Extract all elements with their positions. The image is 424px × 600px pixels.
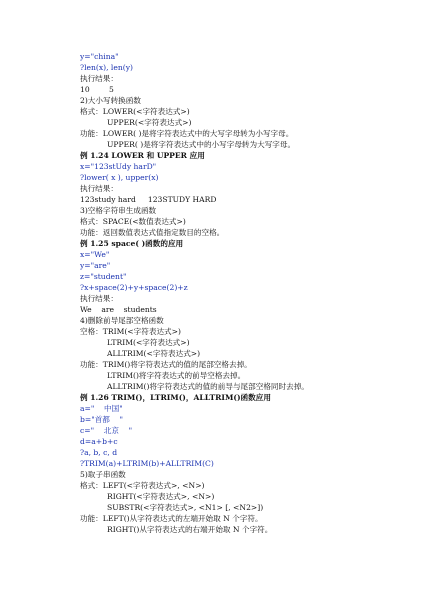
code-line: ?lower( x ), upper(x) [80,173,159,182]
result-value: 10 5 [80,85,114,94]
section-heading: 5)取子串函数 [80,470,126,479]
code-line: ?a, b, c, d [80,448,118,457]
code-line: x="We" [80,250,110,259]
description-line: LTRIM()将字符表达式的前导空格去掉。 [107,371,246,380]
example-heading: 例 1.24 LOWER 和 UPPER 应用 [80,151,205,160]
result-value: We are students [80,305,157,314]
description-line: 功能：LEFT()从字符表达式的左端开始取 N 个字符。 [80,514,263,523]
result-label: 执行结果： [80,294,118,303]
syntax-line: 格式：LOWER(<字符表达式>) [80,107,190,116]
description-line: 功能：TRIM()将字符表达式的值的尾部空格去掉。 [80,360,252,369]
syntax-line: SUBSTR(<字符表达式>, <N1> [, <N2>]) [107,503,264,512]
section-heading: 4)删除前导尾部空格函数 [80,316,164,325]
syntax-line: 格式：LEFT(<字符表达式>, <N>) [80,481,205,490]
code-line: ?TRIM(a)+LTRIM(b)+ALLTRIM(C) [80,459,214,468]
code-line: z="student" [80,272,127,281]
code-line: c=" 北京 " [80,426,133,435]
section-heading: 2)大小写转换函数 [80,96,141,105]
result-label: 执行结果： [80,184,118,193]
code-line: b="首都 " [80,415,124,424]
description-line: UPPER( )是将字符表达式中的小写字母转为大写字母。 [107,140,296,149]
syntax-line: UPPER(<字符表达式>) [107,118,192,127]
code-line: x="123stUdy harD" [80,162,157,171]
result-label: 执行结果： [80,74,118,83]
syntax-line: 格式：SPACE(<数值表达式>) [80,217,186,226]
code-line: a=" 中国" [80,404,123,413]
code-line: y="are" [80,261,111,270]
syntax-line: RIGHT(<字符表达式>, <N>) [107,492,215,501]
section-heading: 3)空格字符串生成函数 [80,206,157,215]
code-line: ?x+space(2)+y+space(2)+z [80,283,188,292]
description-line: 功能：返回数值表达式值指定数目的空格。 [80,228,225,237]
syntax-line: LTRIM(<字符表达式>) [107,338,190,347]
result-value: 123study hard 123STUDY HARD [80,195,217,204]
description-line: RIGHT()从字符表达式的右端开始取 N 个字符。 [107,525,273,534]
code-line: ?len(x), len(y) [80,63,133,72]
syntax-line: ALLTRIM(<字符表达式>) [107,349,201,358]
code-line: d=a+b+c [80,437,118,446]
example-heading: 例 1.25 space( )函数的应用 [80,239,184,248]
code-line: y="china" [80,52,119,61]
syntax-line: 空格：TRIM(<字符表达式>) [80,327,181,336]
description-line: ALLTRIM()将字符表达式的值的前导与尾部空格同时去掉。 [107,382,309,391]
example-heading: 例 1.26 TRIM()，LTRIM()，ALLTRIM()函数应用 [80,393,271,402]
description-line: 功能：LOWER( )是将字符表达式中的大写字母转为小写字母。 [80,129,294,138]
